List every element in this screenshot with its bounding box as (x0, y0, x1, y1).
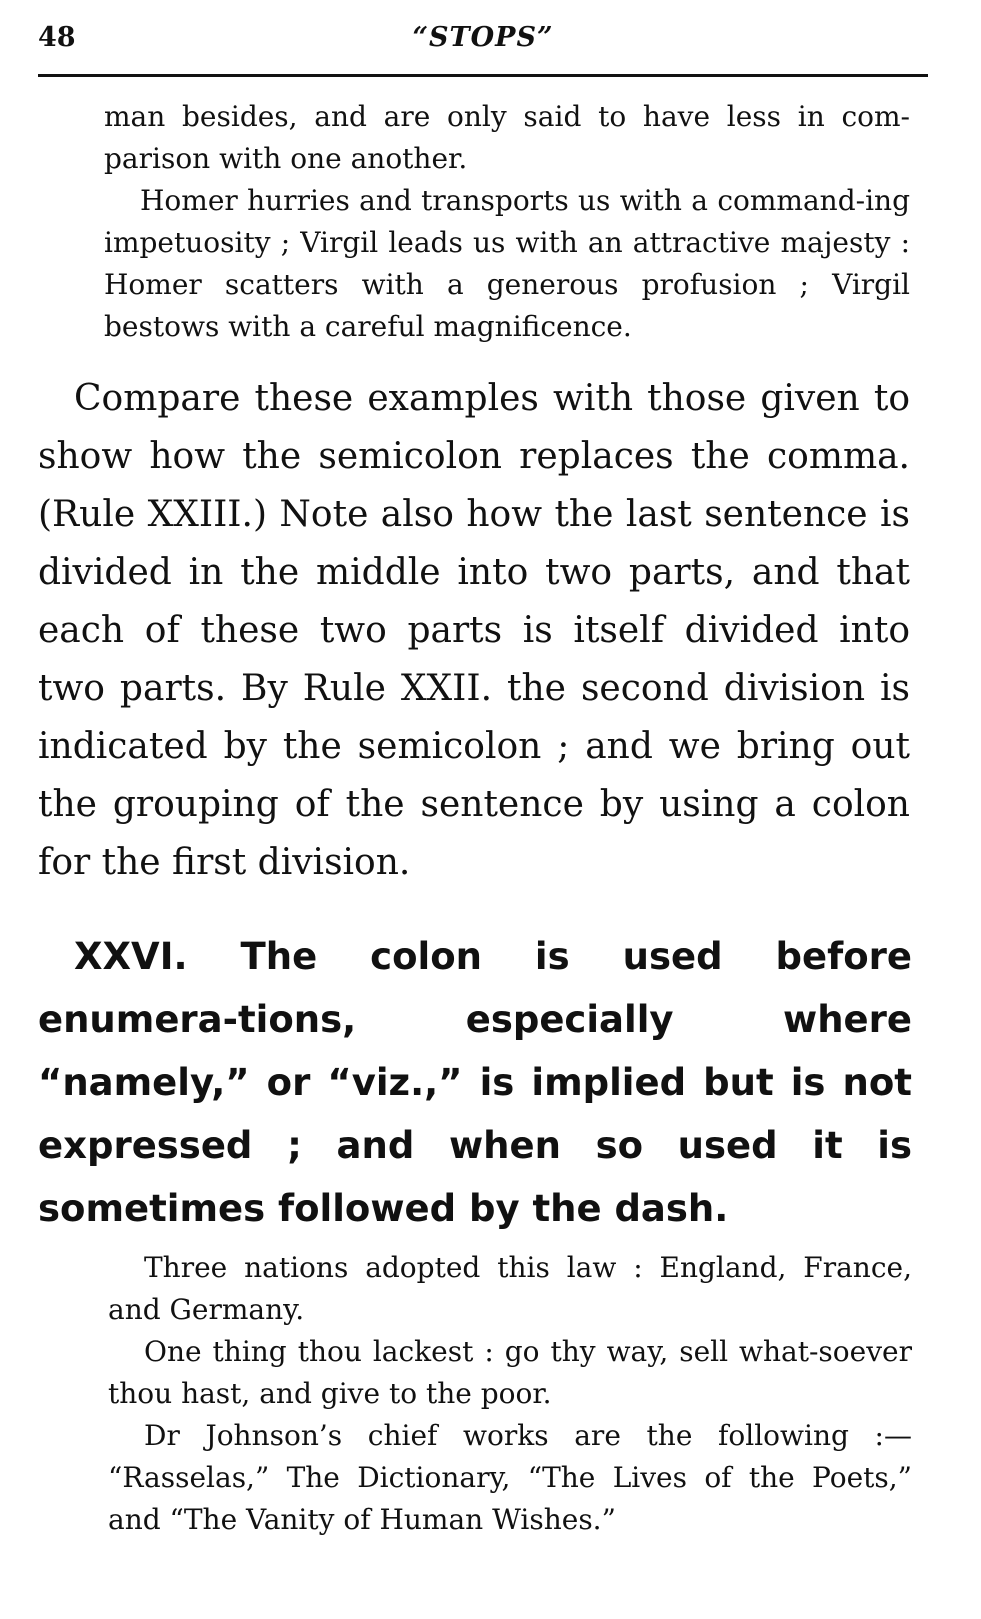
example-item: Dr Johnson’s chief works are the following :— “Rasselas,” The Dictionary, “The Lives of the Poets,” and “The Vanity of Human Wishes.” (108, 1419, 912, 1536)
rule-heading (38, 925, 912, 1240)
running-head: “STOPS” (412, 22, 554, 53)
header-rule (38, 74, 928, 77)
example-item: Three nations adopted this law : England, France, and Germany. (108, 1251, 912, 1326)
page-header (38, 22, 928, 58)
example-item: One thing thou lackest : go thy way, sell what-soever thou hast, and give to the poor. (108, 1335, 912, 1410)
examples-block (108, 1247, 912, 1541)
page-number: 48 (38, 22, 76, 53)
commentary-paragraph (38, 370, 910, 892)
commentary-text: Compare these examples with those given to show how the semicolon replaces the comma. (Rule XXIII.) Note also how the last sentence is divided in the middle into two parts, and that each of these two parts is itself divided into two parts. By Rule XXII. the second division is indicated by the semicolon ; and we bring out the grouping of the sentence by using a colon for the first division. (38, 378, 910, 883)
rule-text: XXVI. The colon is used before enumera-tions, especially where “namely,” or “viz.,” is implied but is not expressed ; and when so used it is sometimes followed by the dash. (38, 935, 912, 1230)
quote-continuation: man besides, and are only said to have less in com-parison with one another. (104, 100, 910, 175)
quote-paragraph: Homer hurries and transports us with a command-ing impetuosity ; Virgil leads us with an attractive majesty : Homer scatters with a generous profusion ; Virgil bestows with a careful magnificence. (104, 184, 910, 343)
quote-block-1 (104, 96, 910, 348)
